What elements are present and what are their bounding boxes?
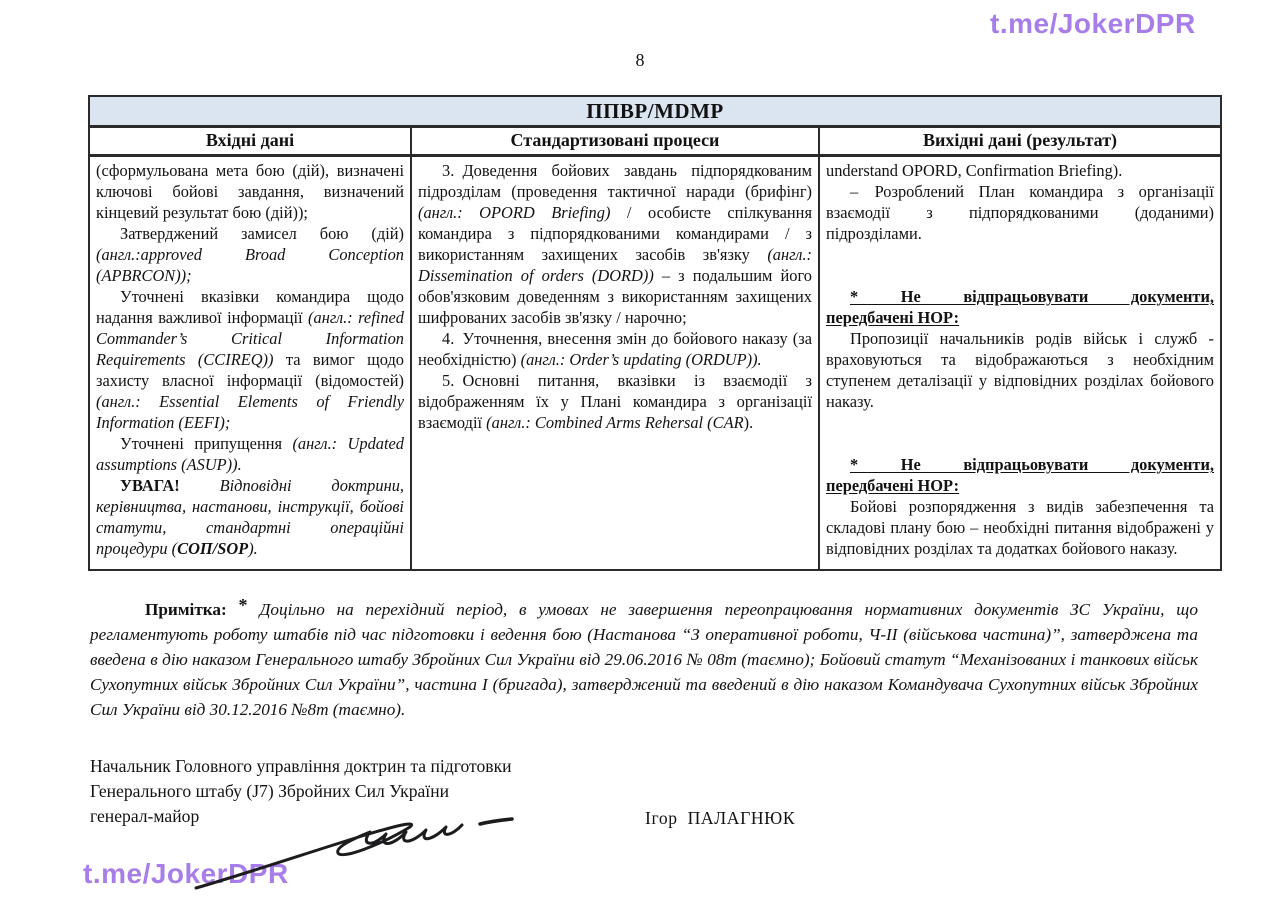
page-number: 8 [635, 50, 645, 70]
cell-output-data: understand OPORD, Confirmation Briefing). – Розроблений План командира з організації взаємодії з підпорядкованими (доданими) підрозділами. * Не відпрацьовувати документи, передбачені НОР: Пропозиції начальників родів військ і служб - враховуються та відображаються з необхідним ступенем деталізації у відповідних розділах бойового наказу. * Не відпрацьовувати документи, передбачені НОР: Бойові розпорядження з видів забезпечення та складові плану бою – необхідні питання відображені у відповідних розділах та додатках бойового наказу. [826, 161, 1214, 558]
column-header-standardized-processes: Стандартизовані процеси [412, 128, 820, 154]
table-header-row [90, 128, 1220, 157]
signature-title-line1: Начальник Головного управління доктрин та підготовки [90, 756, 512, 776]
column-header-output-data: Вихідні дані (результат) [922, 130, 1118, 150]
cell-standardized-processes: 3. Доведення бойових завдань підпорядкованим підрозділам (проведення тактичної наради (брифінг) (англ.: OPORD Briefing) / особисте спілкування командира з підпорядкованими командирами / з використанням захищених засобів зв'язку (англ.: Dissemination of orders (DORD)) – з подальшим його обов'язковим доведенням з використанням захищених шифрованих засобів зв'язку / нарочно; 4. Уточнення, внесення змін до бойового наказу (за необхідністю) (англ.: Order’s updating (ORDUP)). 5. Основні питання, вказівки із взаємодії з відображенням їх у Плані командира з організації взаємодії (англ.: Combined Arms Rehersal (CAR). [412, 157, 820, 571]
footnote: Примітка: * Доцільно на перехідний період, в умовах не завершення переопрацювання нормативних документів ЗС України, що регламентують роботу штабів під час підготовки і ведення бою (Настанова “З оперативної роботи, Ч-ІІ (військова частина)”, затверджена та введена в дію наказом Генерального штабу Збройних Сил України від 29.06.2016 № 08т (таємно); Бойовий статут “Механізованих і танкових військ Сухопутних військ Збройних Сил України”, частина І (бригада), затверджений та введений в дію наказом Командувача Сухопутних військ Збройних Сил України від 30.12.2016 №8т (таємно). [90, 595, 1198, 719]
signature-title-line2: Генерального штабу (J7) Збройних Сил України [90, 781, 450, 801]
cell-input-data: (сформульована мета бою (дій), визначені ключові бойові завдання, визначений кінцевий результат бою (дій)); Затверджений замисел бою (дій) (англ.:approved Broad Conception (APBRCON)); Уточнені вказівки командира щодо надання важливої інформації (англ.: refined Commander’s Critical Information Requirements (CCIREQ)) та вимог щодо захисту власної інформації (відомостей) (англ.: Essential Elements of Friendly Information (EEFI); Уточнені припущення (англ.: Updated assumptions (ASUP)). УВАГА! Відповідні доктрини, керівництва, настанови, інструкції, бойові статути, стандартні операційні процедури (СОП/SOP). [90, 157, 412, 571]
handwritten-signature [190, 796, 530, 896]
mdmp-table [88, 95, 1222, 571]
watermark-top: t.me/JokerDPR [990, 8, 1196, 39]
signature-name: Ігор ПАЛАГНЮК [645, 808, 796, 828]
table-body-row [90, 157, 1220, 571]
watermark-bottom: t.me/JokerDPR [83, 858, 289, 889]
signature-rank: генерал-майор [90, 806, 200, 826]
column-header-input-data: Вхідні дані [90, 128, 412, 154]
table-title: ППВР/MDMP [90, 97, 1220, 128]
